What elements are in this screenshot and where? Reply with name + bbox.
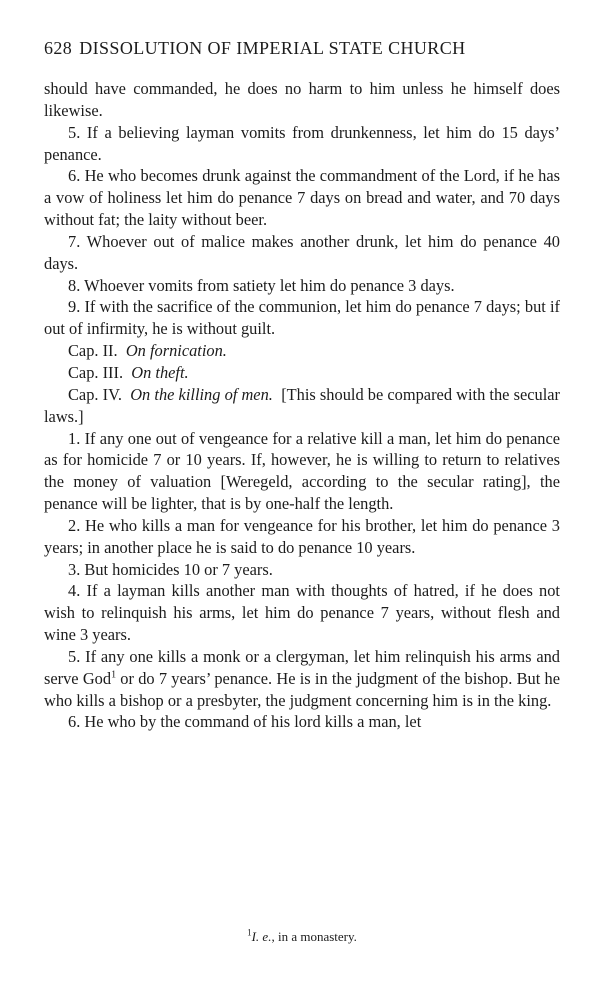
- cap-ii-heading: [44, 340, 560, 362]
- paragraph-9-communion: 9. If with the sacrifice of the communion, let him do penance 7 days; but if out of infirmity, he is without guilt.: [44, 297, 560, 339]
- footnote-mark: 1: [247, 927, 252, 938]
- cap-iii-title: On theft.: [131, 362, 189, 382]
- paragraph-5-monk-clergyman: [44, 646, 560, 712]
- paragraph-3-homicides: 3. But homicides 10 or 7 years.: [68, 559, 273, 579]
- paragraph-7-malice: 7. Whoever out of malice makes another drunk, let him do penance 40 days.: [44, 231, 560, 273]
- body-text: [44, 78, 560, 733]
- paragraph-6-drunk-against-commandment: 6. He who becomes drunk against the commandment of the Lord, if he has a vow of holiness let him do penance 7 days on bread and water, and 70 days without fat; the laity without beer.: [44, 166, 560, 230]
- cap-iii-heading: [44, 362, 560, 384]
- paragraph-5-text-after: or do 7 years’ penance. He is in the judgment of the bishop. But he who kills a bishop or a presbyter, the judgment concerning him is in the king.: [44, 668, 560, 710]
- footnote-reference[interactable]: 1: [111, 669, 117, 681]
- footnote-text: , in a monastery.: [271, 929, 357, 944]
- cap-iv-label: Cap. IV.: [68, 384, 122, 404]
- paragraph-5-text-before: 5. If any one kills a monk or a clergyman, let him relinquish his arms and serve God: [44, 646, 560, 688]
- paragraph-4-hatred: 4. If a layman kills another man with thoughts of hatred, if he does not wish to relinquish his arms, let him do penance 7 years, without flesh and wine 3 years.: [44, 581, 560, 645]
- footnote-ie: I. e.: [251, 929, 272, 944]
- cap-ii-title: On fornication.: [125, 341, 227, 361]
- cap-iv-note: [This should be compared with the secular laws.]: [44, 384, 561, 426]
- footnote: [44, 929, 560, 945]
- running-head: DISSOLUTION OF IMPERIAL STATE CHURCH: [79, 38, 466, 58]
- paragraph-continued: should have commanded, he does no harm to him unless he himself does likewise.: [44, 79, 560, 120]
- paragraph-1-vengeance-relative: 1. If any one out of vengeance for a relative kill a man, let him do penance as for homicide 7 or 10 years. If, however, he is willing to return to relatives the money of valuation [Weregeld, according to the secular rating], the penance will be lighter, that is by one-half the length.: [44, 428, 560, 514]
- cap-iv-title: On the killing of men.: [130, 384, 273, 404]
- paragraph-2-vengeance-brother: 2. He who kills a man for vengeance for his brother, let him do penance 3 years; in another place he is said to do penance 10 years.: [44, 515, 560, 557]
- paragraph-5-drunkenness: 5. If a believing layman vomits from drunkenness, let him do 15 days’ penance.: [44, 122, 560, 164]
- book-page: [44, 38, 561, 944]
- paragraph-8-satiety: 8. Whoever vomits from satiety let him do penance 3 days.: [68, 275, 455, 295]
- cap-ii-label: Cap. II.: [68, 341, 118, 361]
- page-number: 628: [44, 38, 73, 58]
- paragraph-6-lord-command: 6. He who by the command of his lord kills a man, let: [68, 712, 422, 732]
- page-header: [44, 38, 560, 66]
- cap-iv-heading: [44, 384, 560, 428]
- cap-iii-label: Cap. III.: [68, 362, 124, 382]
